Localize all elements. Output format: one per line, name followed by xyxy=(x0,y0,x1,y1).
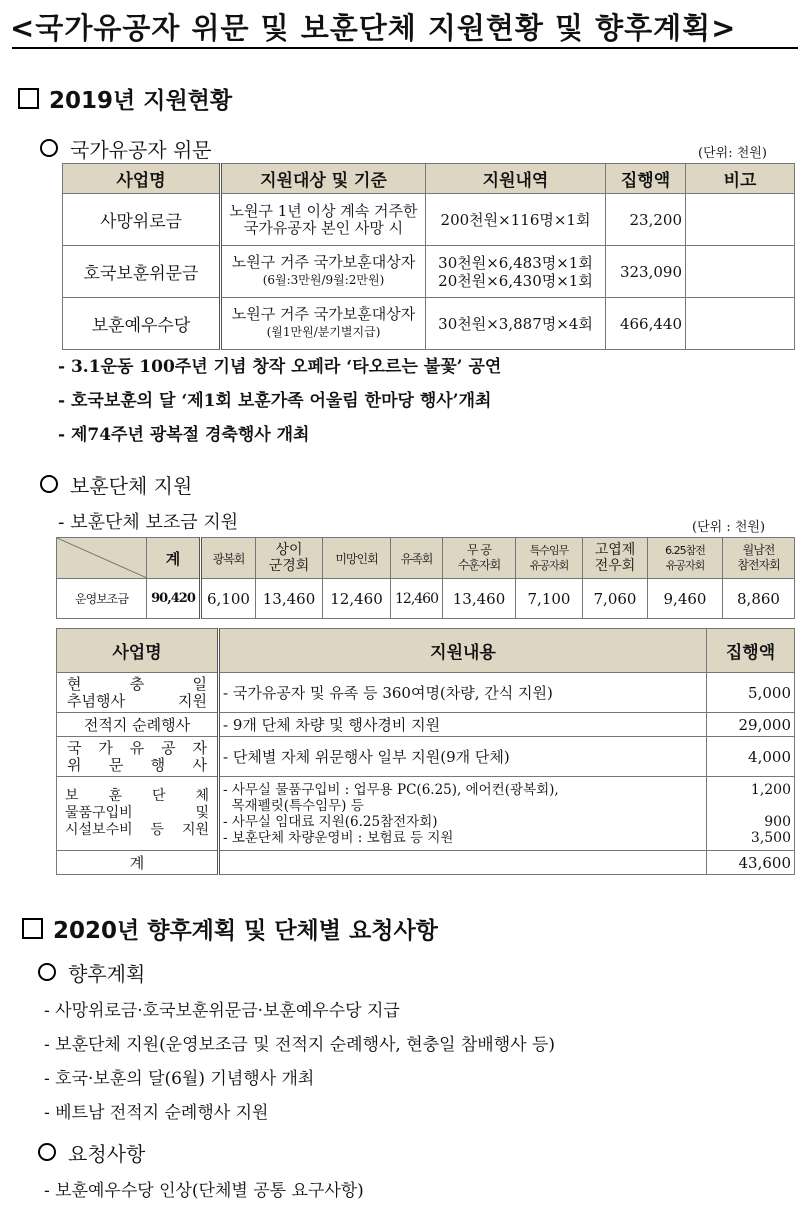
projects-row-content: - 국가유공자 및 유족 등 360여명(차량, 간식 지원) xyxy=(219,673,707,713)
groups-value: 8,860 xyxy=(723,579,795,619)
section-2019 xyxy=(18,82,232,115)
groups-col: 미망인회 xyxy=(323,538,391,579)
table-row xyxy=(63,194,795,246)
visit-row-amount: 466,440 xyxy=(606,298,686,350)
plan-item: - 베트남 전적지 순례행사 지원 xyxy=(44,1103,269,1123)
diagonal-header-cell xyxy=(57,538,147,579)
groups-heading: 보훈단체 지원 xyxy=(70,474,193,498)
visit-row-amount: 323,090 xyxy=(606,246,686,298)
circle-bullet-icon xyxy=(38,963,56,981)
groups-col: 6.25참전 유공자회 xyxy=(648,538,723,579)
visit-bullet: - 호국보훈의 달 ‘제1회 보훈가족 어울림 한마당 행사’개최 xyxy=(58,391,492,411)
projects-row-amount: 4,000 xyxy=(707,737,795,777)
visit-header-criteria: 지원대상 및 기준 xyxy=(221,164,426,194)
groups-table xyxy=(56,537,795,619)
visit-bullet: - 3.1운동 100주년 기념 창작 오페라 ‘타오르는 불꽃’ 공연 xyxy=(58,357,502,377)
projects-header-amount: 집행액 xyxy=(707,629,795,673)
groups-col: 광복회 xyxy=(201,538,256,579)
projects-table xyxy=(56,628,795,875)
groups-value: 7,100 xyxy=(516,579,583,619)
visit-row-detail: 30천원×6,483명×1회 20천원×6,430명×1회 xyxy=(426,246,606,298)
groups-value: 13,460 xyxy=(256,579,323,619)
projects-header-content: 지원내용 xyxy=(219,629,707,673)
groups-subheading: - 보훈단체 보조금 지원 xyxy=(58,512,239,533)
visit-row-name: 호국보훈위문금 xyxy=(63,246,221,298)
section-2020-heading: 2020년 향후계획 및 단체별 요청사항 xyxy=(53,918,438,944)
circle-bullet-icon xyxy=(38,1143,56,1161)
table-row xyxy=(57,579,795,619)
diagonal-line-icon xyxy=(57,538,147,578)
projects-header-name: 사업명 xyxy=(57,629,219,673)
groups-unit: (단위 : 천원) xyxy=(692,520,766,535)
title-underline xyxy=(12,47,798,49)
request-heading: 요청사항 xyxy=(68,1142,146,1166)
plan-item: - 호국·보훈의 달(6월) 기념행사 개최 xyxy=(44,1069,315,1089)
projects-row-name: 전적지 순례행사 xyxy=(57,713,219,737)
visit-row-detail: 200천원×116명×1회 xyxy=(426,194,606,246)
projects-total-amount: 43,600 xyxy=(707,851,795,875)
projects-row-name: 보 훈 단 체 물품구입비 및 시설보수비 등 지원 xyxy=(57,777,219,851)
groups-col: 고엽제 전우회 xyxy=(583,538,648,579)
projects-row-content: - 9개 단체 차량 및 행사경비 지원 xyxy=(219,713,707,737)
groups-col-total: 계 xyxy=(147,538,201,579)
table-row xyxy=(57,851,795,875)
plan-section xyxy=(38,958,145,987)
visit-row-criteria: 노원구 거주 국가보훈대상자 (6월:3만원/9월:2만원) xyxy=(221,246,426,298)
groups-value: 13,460 xyxy=(443,579,516,619)
table-row xyxy=(63,246,795,298)
groups-value: 9,460 xyxy=(648,579,723,619)
plan-item: - 보훈단체 지원(운영보조금 및 전적지 순례행사, 현충일 참배행사 등) xyxy=(44,1035,556,1055)
visit-row-note xyxy=(686,194,795,246)
visit-header-detail: 지원내역 xyxy=(426,164,606,194)
circle-bullet-icon xyxy=(40,139,58,157)
visit-row-amount: 23,200 xyxy=(606,194,686,246)
groups-col: 무 공 수훈자회 xyxy=(443,538,516,579)
visit-row-note xyxy=(686,298,795,350)
groups-value: 12,460 xyxy=(391,579,443,619)
visit-row-name: 사망위로금 xyxy=(63,194,221,246)
visit-header-amount: 집행액 xyxy=(606,164,686,194)
request-section xyxy=(38,1138,145,1167)
projects-row-content: - 단체별 자체 위문행사 일부 지원(9개 단체) xyxy=(219,737,707,777)
table-row xyxy=(63,298,795,350)
visit-heading: 국가유공자 위문 xyxy=(70,138,212,162)
visit-header-note: 비고 xyxy=(686,164,795,194)
visit-row-note xyxy=(686,246,795,298)
visit-bullet: - 제74주년 광복절 경축행사 개최 xyxy=(58,425,310,445)
projects-row-amount: 1,200 900 3,500 xyxy=(707,777,795,851)
visit-row-detail: 30천원×3,887명×4회 xyxy=(426,298,606,350)
table-row xyxy=(57,673,795,713)
section-2020 xyxy=(22,912,438,945)
page-title: <국가유공자 위문 및 보훈단체 지원현황 및 향후계획> xyxy=(10,11,737,45)
visit-table xyxy=(62,163,795,350)
groups-col: 유족회 xyxy=(391,538,443,579)
groups-value-total: 90,420 xyxy=(147,579,201,619)
groups-row-label: 운영보조금 xyxy=(57,579,147,619)
table-row xyxy=(57,713,795,737)
section-2019-heading: 2019년 지원현황 xyxy=(49,88,233,114)
groups-value: 7,060 xyxy=(583,579,648,619)
groups-col: 상이 군경회 xyxy=(256,538,323,579)
circle-bullet-icon xyxy=(40,475,58,493)
projects-total-label: 계 xyxy=(57,851,219,875)
groups-value: 12,460 xyxy=(323,579,391,619)
projects-row-name: 국 가 유 공 자 위 문 행 사 xyxy=(57,737,219,777)
projects-total-content xyxy=(219,851,707,875)
visit-row-criteria: 노원구 거주 국가보훈대상자 (월1만원/분기별지급) xyxy=(221,298,426,350)
groups-value: 6,100 xyxy=(201,579,256,619)
groups-section xyxy=(40,470,192,499)
visit-header-name: 사업명 xyxy=(63,164,221,194)
groups-col: 월남전 참전자회 xyxy=(723,538,795,579)
visit-row-name: 보훈예우수당 xyxy=(63,298,221,350)
table-row xyxy=(57,737,795,777)
projects-row-name: 현 충 일 추념행사 지원 xyxy=(57,673,219,713)
projects-row-amount: 5,000 xyxy=(707,673,795,713)
plan-heading: 향후계획 xyxy=(68,962,146,986)
request-item: - 보훈예우수당 인상(단체별 공통 요구사항) xyxy=(44,1181,364,1201)
projects-row-amount: 29,000 xyxy=(707,713,795,737)
visit-section xyxy=(40,134,212,163)
checkbox-square-icon xyxy=(18,88,39,109)
plan-item: - 사망위로금·호국보훈위문금·보훈예우수당 지급 xyxy=(44,1001,400,1021)
projects-row-content: - 사무실 물품구입비 : 업무용 PC(6.25), 에어컨(광복회), 목재펠릿(특수임무) 등 - 사무실 임대료 지원(6.25참전자회) - 보훈단체 차량운영비 : 보험료 등 지원 xyxy=(219,777,707,851)
groups-col: 특수임무 유공자회 xyxy=(516,538,583,579)
visit-row-criteria: 노원구 1년 이상 계속 거주한 국가유공자 본인 사망 시 xyxy=(221,194,426,246)
visit-unit: (단위: 천원) xyxy=(698,146,767,161)
table-row xyxy=(57,777,795,851)
checkbox-square-icon xyxy=(22,918,43,939)
